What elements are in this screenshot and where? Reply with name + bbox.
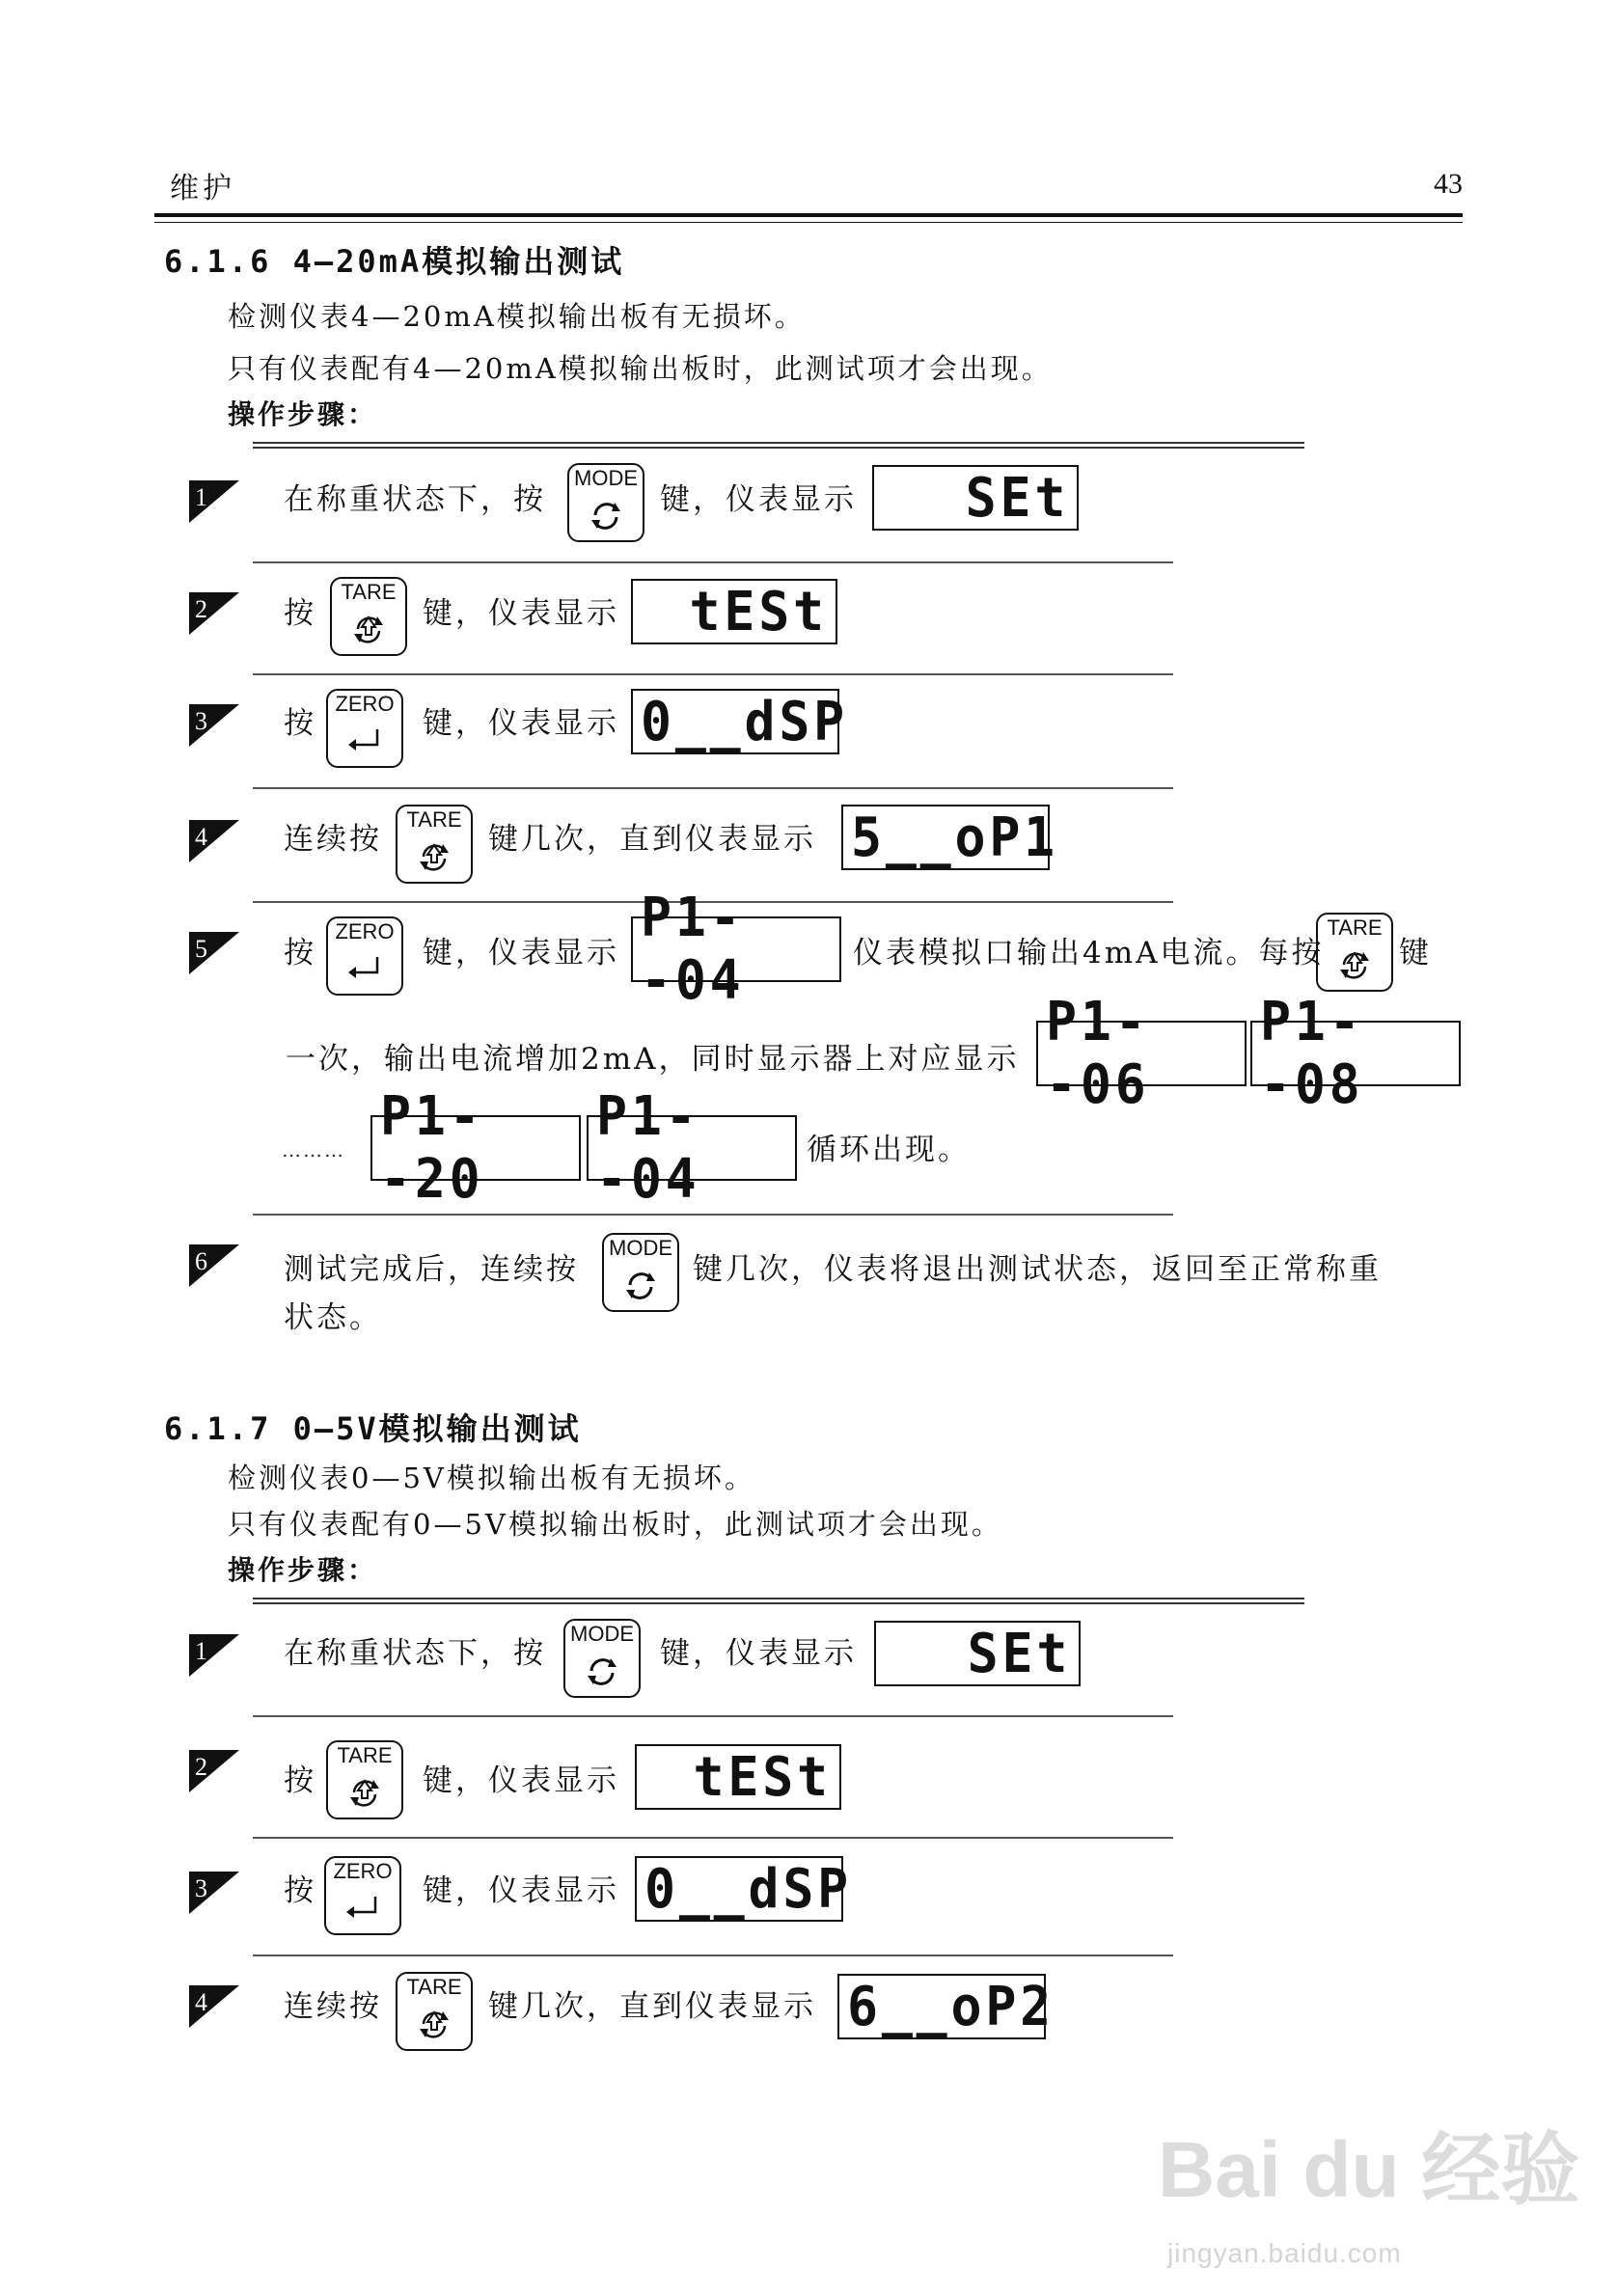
step-4-text: 连续按 (284, 822, 382, 857)
step-separator (253, 673, 1173, 675)
section-condition: 只有仪表配有0—5V模拟输出板时，此测试项才会出现。 (228, 1508, 1002, 1541)
svg-text:3: 3 (195, 1874, 207, 1902)
step-number-5 (187, 928, 241, 976)
mode-key (602, 1233, 679, 1312)
lcd-display: P1--04 (631, 916, 841, 982)
lcd-display: SEt (874, 1621, 1081, 1686)
key-label: TARE (406, 807, 462, 832)
tare-key (1316, 913, 1393, 992)
ellipsis: ……… (282, 1138, 345, 1162)
key-label: MODE (609, 1236, 672, 1260)
steps-label: 操作步骤： (228, 1554, 378, 1586)
section-title: 6.1.6 4—20mA模拟输出测试 (164, 243, 625, 280)
enter-arrow-icon (343, 947, 387, 986)
svg-text:3: 3 (195, 707, 207, 735)
lcd-display: 0__dSP (635, 1856, 843, 1922)
svg-text:4: 4 (195, 1988, 207, 2016)
zero-key (326, 916, 403, 996)
page-number: 43 (1434, 168, 1463, 200)
step-number-3 (187, 700, 241, 749)
step-number-4 (187, 816, 241, 864)
step-5-line-3-end: 循环出现。 (807, 1133, 971, 1167)
shift-cycle-icon (1332, 943, 1377, 982)
step-6-line-2: 状态。 (284, 1300, 382, 1335)
step-3-text: 按 (284, 1873, 316, 1908)
step-number-2 (187, 1746, 241, 1794)
step-6-text-after: 键几次，仪表将退出测试状态，返回至正常称重 (693, 1252, 1382, 1287)
key-label: ZERO (335, 692, 395, 716)
mode-key (563, 1619, 641, 1698)
step-number-1 (187, 477, 241, 525)
lcd-display: tESt (631, 579, 837, 644)
shift-cycle-icon (412, 2003, 456, 2041)
section-description: 检测仪表0—5V模拟输出板有无损坏。 (228, 1462, 755, 1494)
step-3-text-after: 键，仪表显示 (423, 1873, 619, 1908)
step-number-1 (187, 1630, 241, 1679)
step-6-text: 测试完成后，连续按 (284, 1252, 579, 1287)
shift-cycle-icon (343, 1771, 387, 1810)
baidu-watermark: Bai du 经验 (1158, 2126, 1580, 2214)
key-label: ZERO (335, 919, 395, 943)
svg-text:4: 4 (195, 823, 207, 851)
lcd-display: tESt (635, 1744, 841, 1810)
tare-key (326, 1740, 403, 1819)
cycle-arrows-icon (580, 1650, 624, 1688)
step-number-4 (187, 1982, 241, 2030)
step-2-text-after: 键，仪表显示 (423, 596, 619, 631)
step-number-2 (187, 588, 241, 637)
shift-cycle-icon (412, 835, 456, 874)
shift-cycle-icon (346, 608, 391, 646)
zero-key (326, 689, 403, 768)
svg-text:1: 1 (195, 483, 207, 511)
section-title: 6.1.7 0—5V模拟输出测试 (164, 1410, 582, 1447)
steps-top-rule (253, 442, 1304, 449)
step-1-text-after: 键，仪表显示 (660, 1636, 857, 1671)
step-number-3 (187, 1868, 241, 1916)
step-separator (253, 1837, 1173, 1839)
lcd-display: P1--20 (370, 1115, 581, 1181)
lcd-display: P1--06 (1036, 1021, 1247, 1086)
step-1-text: 在称重状态下，按 (284, 1636, 546, 1671)
step-5-line-2: 一次，输出电流增加2mA，同时显示器上对应显示 (286, 1042, 1020, 1077)
step-4-text: 连续按 (284, 1989, 382, 2024)
lcd-display: 6__oP2 (837, 1974, 1046, 2039)
svg-text:5: 5 (195, 935, 207, 963)
tare-key (396, 805, 473, 884)
step-separator (253, 787, 1173, 789)
svg-text:2: 2 (195, 1753, 207, 1781)
key-label: TARE (406, 1975, 462, 1999)
enter-arrow-icon (343, 720, 387, 758)
step-5-text: 按 (284, 936, 316, 970)
svg-text:6: 6 (195, 1247, 207, 1275)
step-5-text-key: 键 (1399, 936, 1432, 970)
step-4-text-after: 键几次，直到仪表显示 (488, 822, 816, 857)
svg-text:1: 1 (195, 1637, 207, 1665)
step-2-text-after: 键，仪表显示 (423, 1763, 619, 1798)
cycle-arrows-icon (584, 494, 628, 533)
key-label: MODE (570, 1622, 634, 1646)
enter-arrow-icon (341, 1887, 385, 1926)
zero-key (324, 1856, 401, 1935)
cycle-arrows-icon (618, 1264, 663, 1302)
key-label: TARE (341, 580, 397, 604)
key-label: TARE (337, 1743, 393, 1767)
step-5-text-current: 仪表模拟口输出4mA电流。每按 (853, 936, 1325, 970)
mode-key (567, 463, 644, 542)
step-3-text: 按 (284, 706, 316, 741)
step-number-6 (187, 1241, 241, 1289)
lcd-display: 0__dSP (631, 689, 839, 754)
chapter-title: 维护 (170, 172, 235, 205)
lcd-display: SEt (872, 465, 1079, 531)
baidu-watermark-url: jingyan.baidu.com (1167, 2238, 1402, 2268)
step-2-text: 按 (284, 596, 316, 631)
step-separator (253, 1954, 1173, 1956)
step-4-text-after: 键几次，直到仪表显示 (488, 1989, 816, 2024)
key-label: ZERO (333, 1859, 393, 1883)
key-label: MODE (574, 466, 638, 490)
step-separator (253, 561, 1173, 563)
svg-text:2: 2 (195, 595, 207, 623)
steps-top-rule (253, 1598, 1304, 1604)
lcd-display: P1--04 (587, 1115, 797, 1181)
step-separator (253, 1214, 1173, 1216)
tare-key (396, 1972, 473, 2051)
step-separator (253, 1715, 1173, 1717)
step-1-text: 在称重状态下，按 (284, 482, 546, 517)
step-1-text-after: 键，仪表显示 (660, 482, 857, 517)
step-3-text-after: 键，仪表显示 (423, 706, 619, 741)
step-2-text: 按 (284, 1763, 316, 1798)
header-rule-thin (154, 222, 1463, 223)
section-description: 检测仪表4—20mA模拟输出板有无损坏。 (228, 300, 806, 333)
header-rule (154, 213, 1463, 217)
tare-key (330, 577, 407, 656)
steps-label: 操作步骤： (228, 398, 378, 430)
section-condition: 只有仪表配有4—20mA模拟输出板时，此测试项才会出现。 (228, 352, 1053, 385)
key-label: TARE (1327, 916, 1383, 940)
lcd-display: 5__oP1 (841, 805, 1050, 870)
step-5-text-after: 键，仪表显示 (423, 936, 619, 970)
lcd-display: P1--08 (1250, 1021, 1461, 1086)
